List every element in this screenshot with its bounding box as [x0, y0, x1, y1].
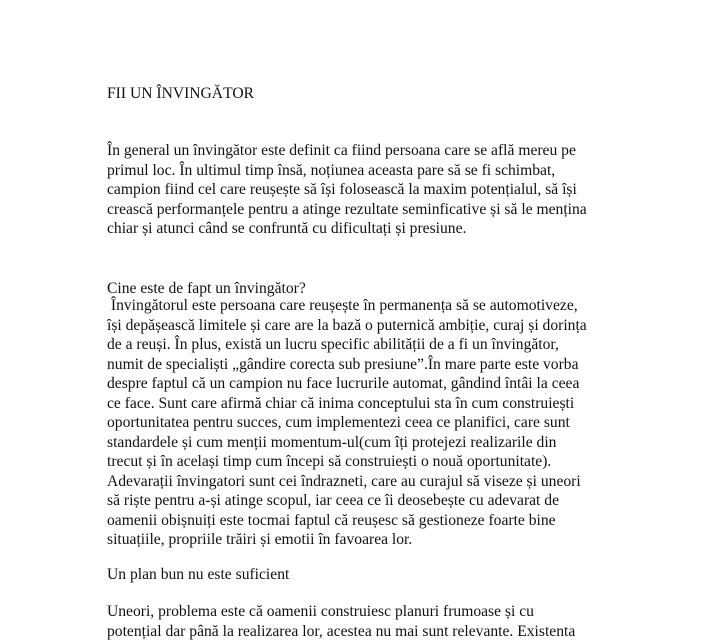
section-heading: Un plan bun nu este suficient	[107, 566, 290, 583]
text-line: își depășească limitele și care are la bază o puternică ambiție, curaj și dorința	[107, 316, 587, 334]
text-line: Învingătorul este persoana care reușește în permanența să se automotiveze,	[107, 297, 578, 314]
text-line: ce face. Sunt care afirmă chiar că inima conceptului sta în cum construiești	[107, 394, 575, 412]
text-line: situațiile, propriile trăiri și emotii în favoarea lor.	[107, 531, 413, 548]
section-paragraph	[107, 602, 637, 641]
text-line: Uneori, problema este că oamenii construiesc planuri frumoase și cu	[107, 603, 534, 620]
text-line: Adevarații învingatori sunt cei îndrazneti, care au curajul să viseze și uneori	[107, 472, 581, 490]
intro-paragraph	[107, 141, 637, 239]
text-line: crească performanțele pentru a atinge rezultate seminficative și să le mențina	[107, 200, 587, 218]
text-line: numit de specialiști „gândire corecta sub presiune”.În mare parte este vorba	[107, 355, 579, 373]
text-line: oportunitatea pentru succes, cum implementezi ceea ce planifici, care sunt	[107, 414, 570, 431]
text-line: să riște pentru a-și atinge scopul, iar ceea ce îi deosebește cu adevarat de	[107, 492, 560, 509]
text-line: oamenii obișnuiți este tocmai faptul că reușesc să gestioneze foarte bine	[107, 511, 556, 529]
text-line: În general un învingător este definit ca fiind persoana care se află mereu pe	[107, 142, 576, 159]
text-line: standardele și cum menții momentum-ul(cum îți protejezi realizarile din	[107, 433, 557, 451]
text-line: campion fiind cel care reușește să își folosească la maxim potențialul, să își	[107, 181, 577, 198]
document-title: FII UN ÎNVINGĂTOR	[107, 85, 254, 102]
section-heading: Cine este de fapt un învingător?	[107, 280, 306, 297]
text-line: despre faptul că un campion nu face lucrurile automat, gândind întâi la ceea	[107, 375, 580, 392]
text-line: chiar și atunci când se confruntă cu dificultați și presiune.	[107, 220, 467, 237]
section-paragraph	[107, 296, 637, 550]
text-line: primul loc. În ultimul timp însă, noțiunea aceasta pare să se fi schimbat,	[107, 161, 556, 179]
text-line: trecut și în același timp cum începi să construiești o nouă oportunitate).	[107, 453, 552, 470]
text-line: de a reuși. În plus, există un lucru specific abilității de a fi un învingător,	[107, 336, 559, 353]
text-line: potențial dar până la realizarea lor, acestea nu mai sunt relevante. Existenta	[107, 622, 576, 640]
